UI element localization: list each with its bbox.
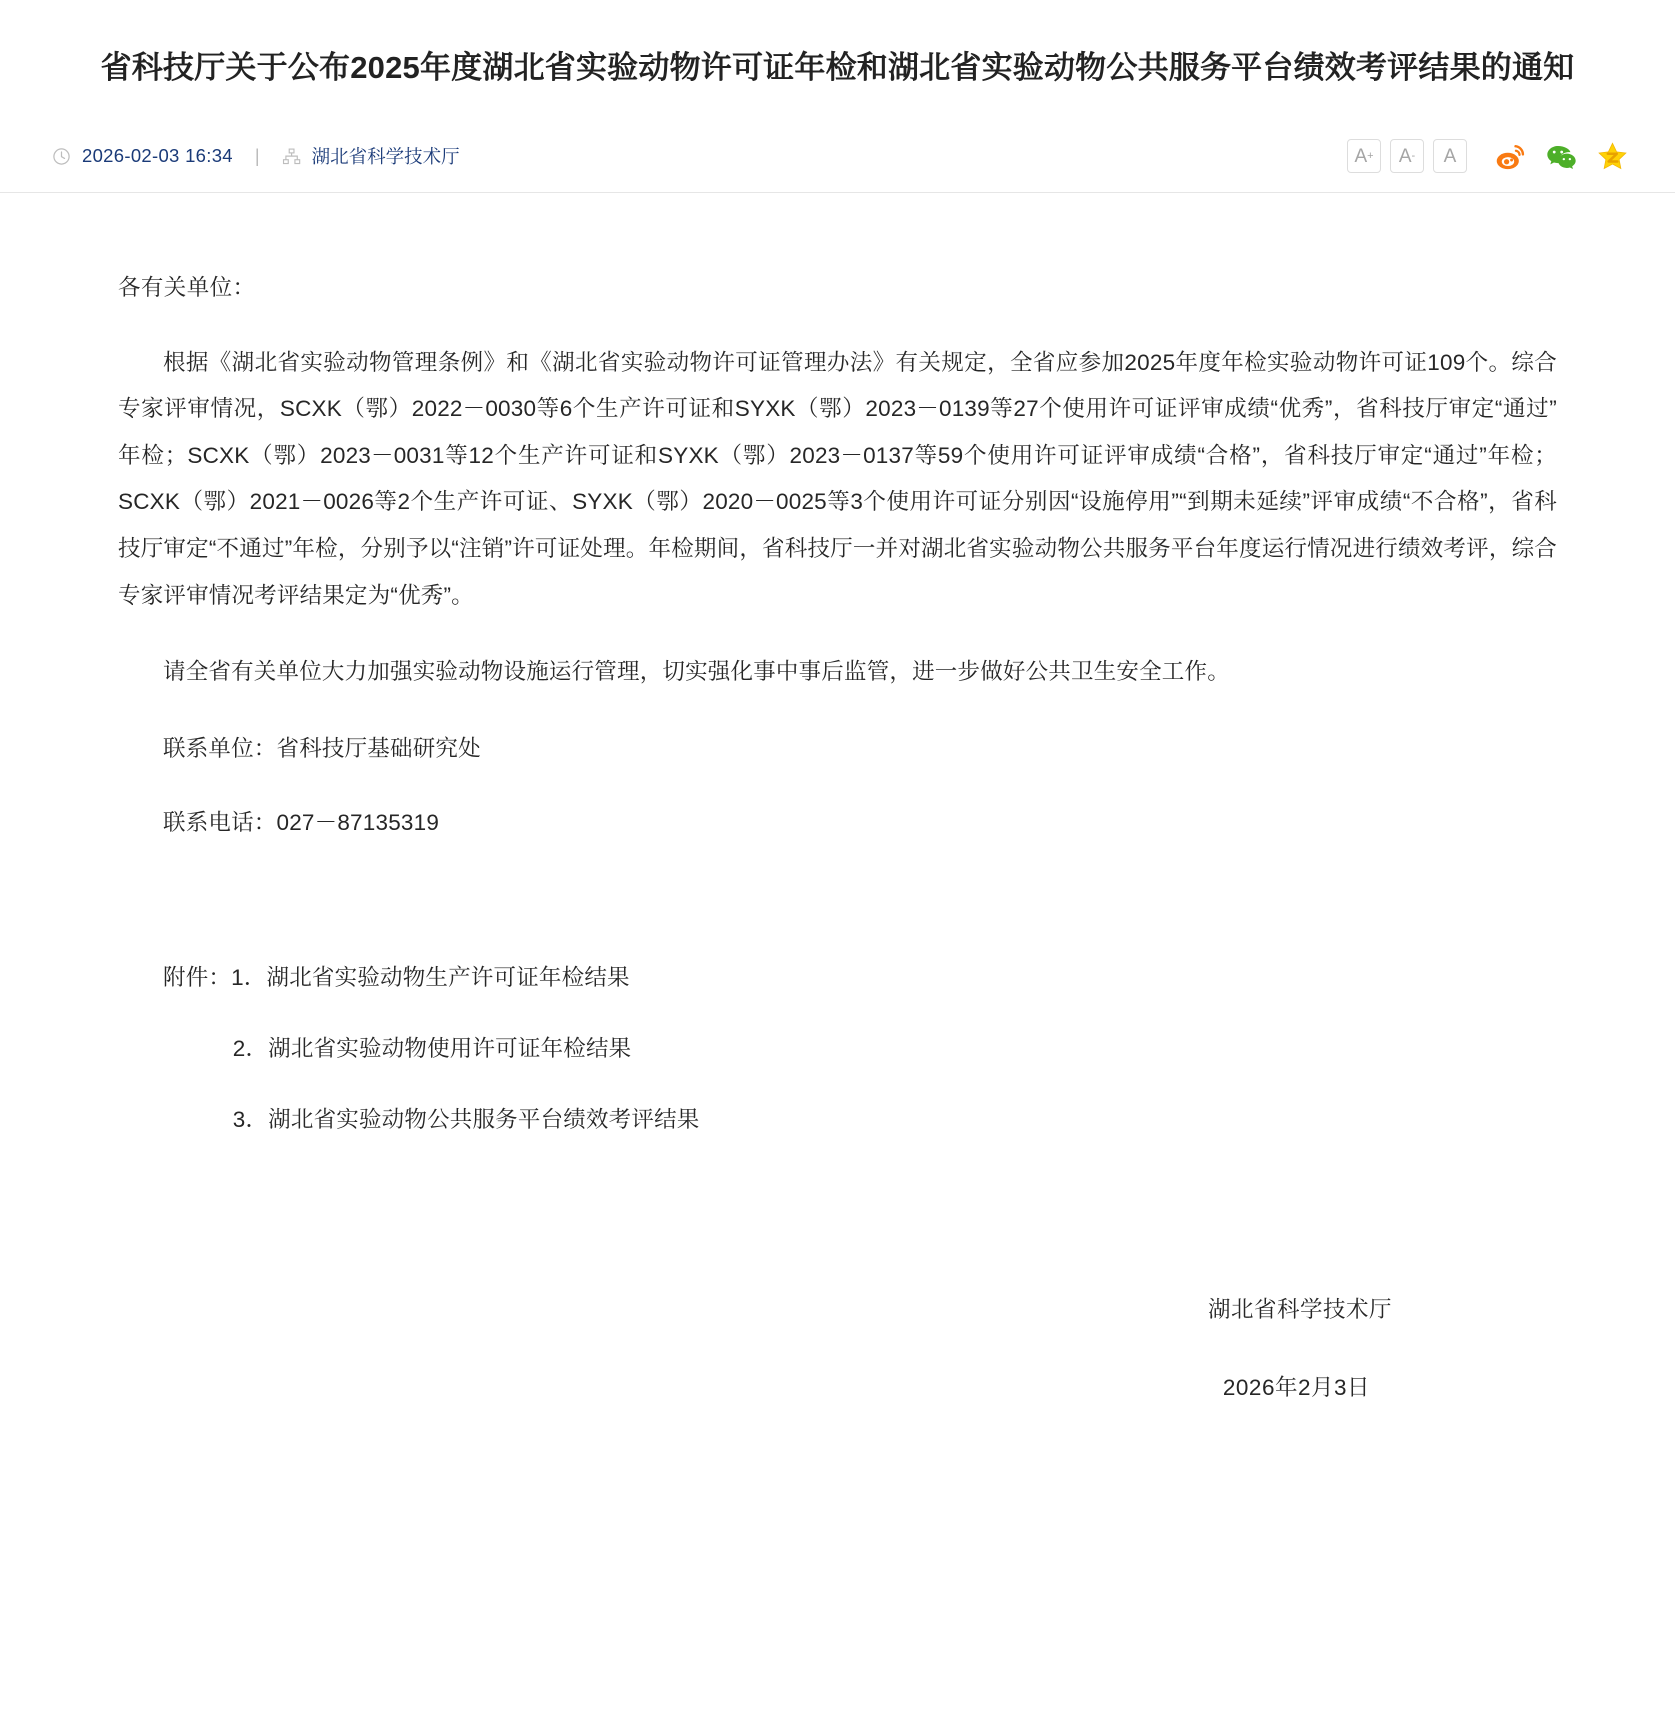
salutation: 各有关单位：	[118, 274, 256, 300]
meta-right-group	[1347, 139, 1629, 173]
font-increase-label: A	[1354, 145, 1368, 167]
attachment-list	[118, 955, 1557, 1142]
attachment-item-3[interactable]: 3．湖北省实验动物公共服务平台绩效考评结果	[232, 1106, 700, 1132]
meta-divider: |	[254, 145, 260, 166]
signature-date: 2026年2月3日	[1222, 1374, 1370, 1400]
attachment-item-1[interactable]: 附件：1．湖北省实验动物生产许可证年检结果	[163, 964, 630, 990]
sitemap-icon	[282, 147, 301, 166]
signature-block	[118, 1292, 1557, 1406]
font-decrease-label: A	[1398, 145, 1412, 167]
publish-source	[282, 143, 460, 169]
contact-phone: 联系电话：027－87135319	[163, 810, 440, 836]
meta-left-group	[52, 143, 460, 169]
body-paragraph-1: 根据《湖北省实验动物管理条例》和《湖北省实验动物许可证管理办法》有关规定，全省应参加2025年度年检实验动物许可证109个。综合专家评审情况，SCXK（鄂）2022－0030等6个生产许可证和SYXK（鄂）2023－0139等27个使用许可证评审成绩“优秀”，省科技厅审定“通过”年检；SCXK（鄂）2023－0031等12个生产许可证和SYXK（鄂）2023－0137等59个使用许可证评审成绩“合格”，省科技厅审定“通过”年检；SCXK（鄂）2021－0026等2个生产许可证、SYXK（鄂）2020－0025等3个使用许可证分别因“设施停用”“到期未延续”评审成绩“不合格”，省科技厅审定“不通过”年检，分别予以“注销”许可证处理。年检期间，省科技厅一并对湖北省实验动物公共服务平台年度运行情况进行绩效考评，综合专家评审情况考评结果定为“优秀”。	[118, 349, 1557, 608]
article-meta-bar	[0, 121, 1675, 193]
qzone-icon[interactable]	[1596, 140, 1629, 173]
signature-organization: 湖北省科学技术厅	[1207, 1296, 1392, 1322]
publish-date-text: 2026-02-03 16:34	[82, 145, 233, 167]
attachment-item-2[interactable]: 2．湖北省实验动物使用许可证年检结果	[232, 1035, 632, 1061]
contact-unit: 联系单位：省科技厅基础研究处	[163, 735, 481, 761]
font-size-controls	[1347, 139, 1467, 173]
article-body	[0, 193, 1675, 1406]
share-buttons	[1494, 140, 1629, 173]
clock-icon	[52, 147, 71, 166]
weibo-icon[interactable]	[1494, 140, 1527, 173]
wechat-icon[interactable]	[1545, 140, 1578, 173]
font-increase-button[interactable]: A +	[1347, 139, 1381, 173]
font-reset-label: A	[1443, 145, 1457, 167]
font-reset-button[interactable]	[1433, 139, 1467, 173]
page-title: 省科技厅关于公布2025年度湖北省实验动物许可证年检和湖北省实验动物公共服务平台绩效考评结果的通知	[100, 50, 1575, 85]
body-paragraph-2: 请全省有关单位大力加强实验动物设施运行管理，切实强化事中事后监管，进一步做好公共卫生安全工作。	[163, 659, 1230, 685]
font-decrease-button[interactable]: A -	[1390, 139, 1424, 173]
source-name-link[interactable]: 湖北省科学技术厅	[311, 146, 460, 168]
publish-time	[52, 145, 233, 167]
